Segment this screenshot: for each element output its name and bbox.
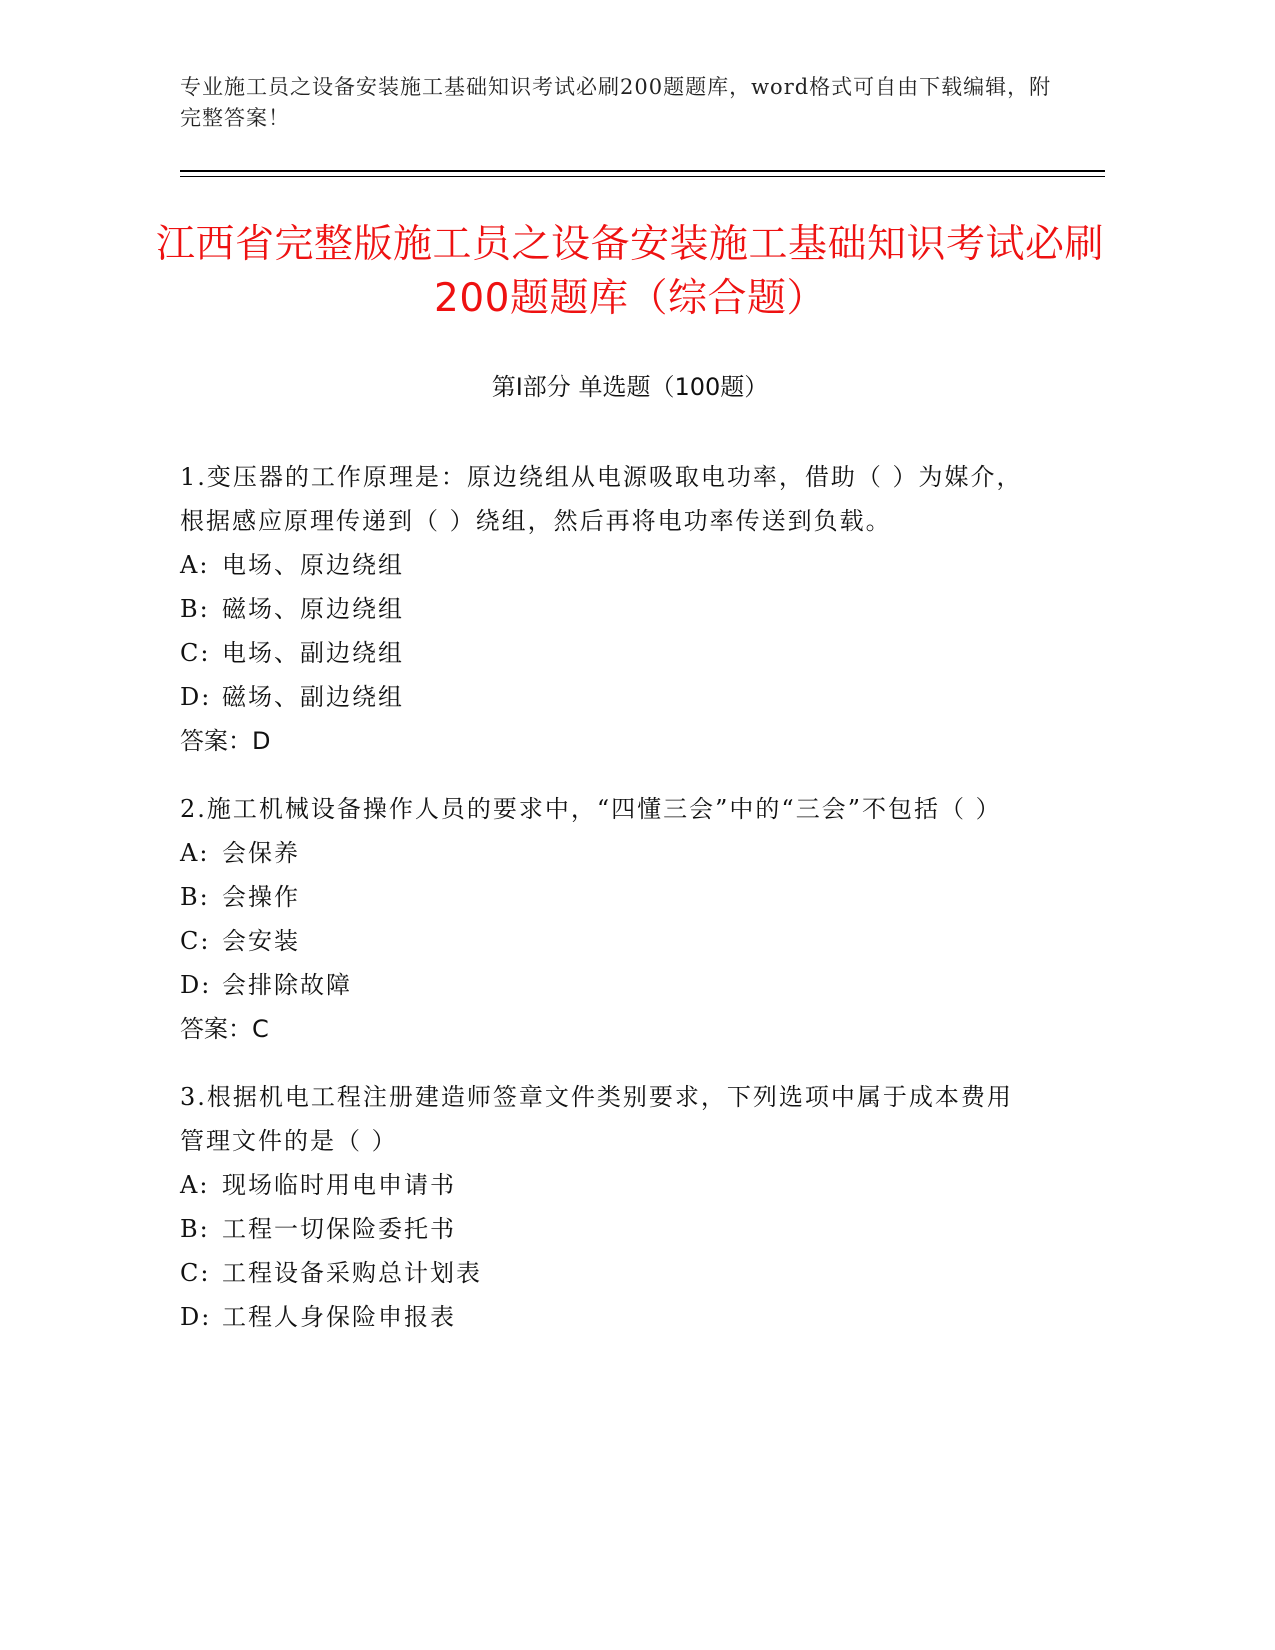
- option-letter: B:: [180, 1215, 210, 1243]
- option-text: 会排除故障: [222, 971, 352, 999]
- option-text: 工程人身保险申报表: [222, 1303, 456, 1331]
- option-c: [180, 1251, 1030, 1295]
- question-stem: 2.施工机械设备操作人员的要求中，“四懂三会”中的“三会”不包括（ ）: [180, 795, 1002, 823]
- option-d: [180, 1295, 1030, 1339]
- question-stem: 3.根据机电工程注册建造师签章文件类别要求，下列选项中属于成本费用管理文件的是（ ）: [180, 1083, 1013, 1155]
- question-1: [180, 455, 1030, 763]
- option-b: [180, 587, 1030, 631]
- option-b: [180, 875, 1030, 919]
- document-title: 江西省完整版施工员之设备安装施工基础知识考试必刷200题题库（综合题）: [155, 222, 1104, 321]
- option-letter: C:: [180, 639, 211, 667]
- option-c: [180, 631, 1030, 675]
- option-text: 电场、原边绕组: [222, 551, 404, 579]
- option-text: 会保养: [222, 839, 300, 867]
- option-letter: B:: [180, 595, 210, 623]
- question-stem: 1.变压器的工作原理是：原边绕组从电源吸取电功率，借助（ ）为媒介，根据感应原理传递到（ ）绕组，然后再将电功率传送到负载。: [180, 463, 1023, 535]
- option-text: 现场临时用电申请书: [222, 1171, 456, 1199]
- answer-line: 答案：C: [180, 1015, 269, 1043]
- option-c: [180, 919, 1030, 963]
- option-d: [180, 675, 1030, 719]
- option-text: 工程一切保险委托书: [222, 1215, 456, 1243]
- header-note: 专业施工员之设备安装施工基础知识考试必刷200题题库，word格式可自由下载编辑，附完整答案！: [180, 75, 1052, 130]
- option-text: 磁场、原边绕组: [222, 595, 404, 623]
- option-letter: A:: [180, 1171, 210, 1199]
- answer-line: 答案：D: [180, 727, 271, 755]
- option-letter: C:: [180, 1259, 211, 1287]
- option-a: [180, 543, 1030, 587]
- option-letter: C:: [180, 927, 211, 955]
- option-letter: B:: [180, 883, 210, 911]
- option-letter: D:: [180, 1303, 212, 1331]
- option-text: 会安装: [222, 927, 300, 955]
- option-d: [180, 963, 1030, 1007]
- header-divider-thin: [180, 176, 1105, 177]
- section-title: 第Ⅰ部分 单选题（100题）: [491, 373, 769, 401]
- option-a: [180, 1163, 1030, 1207]
- option-text: 电场、副边绕组: [222, 639, 404, 667]
- option-letter: A:: [180, 839, 210, 867]
- question-3: [180, 1075, 1030, 1339]
- option-text: 工程设备采购总计划表: [222, 1259, 482, 1287]
- header-divider-thick: [180, 170, 1105, 172]
- option-letter: A:: [180, 551, 210, 579]
- option-text: 会操作: [222, 883, 300, 911]
- option-letter: D:: [180, 683, 212, 711]
- question-2: [180, 787, 1030, 1051]
- option-letter: D:: [180, 971, 212, 999]
- option-text: 磁场、副边绕组: [222, 683, 404, 711]
- option-a: [180, 831, 1030, 875]
- question-list: [180, 455, 1030, 1363]
- option-b: [180, 1207, 1030, 1251]
